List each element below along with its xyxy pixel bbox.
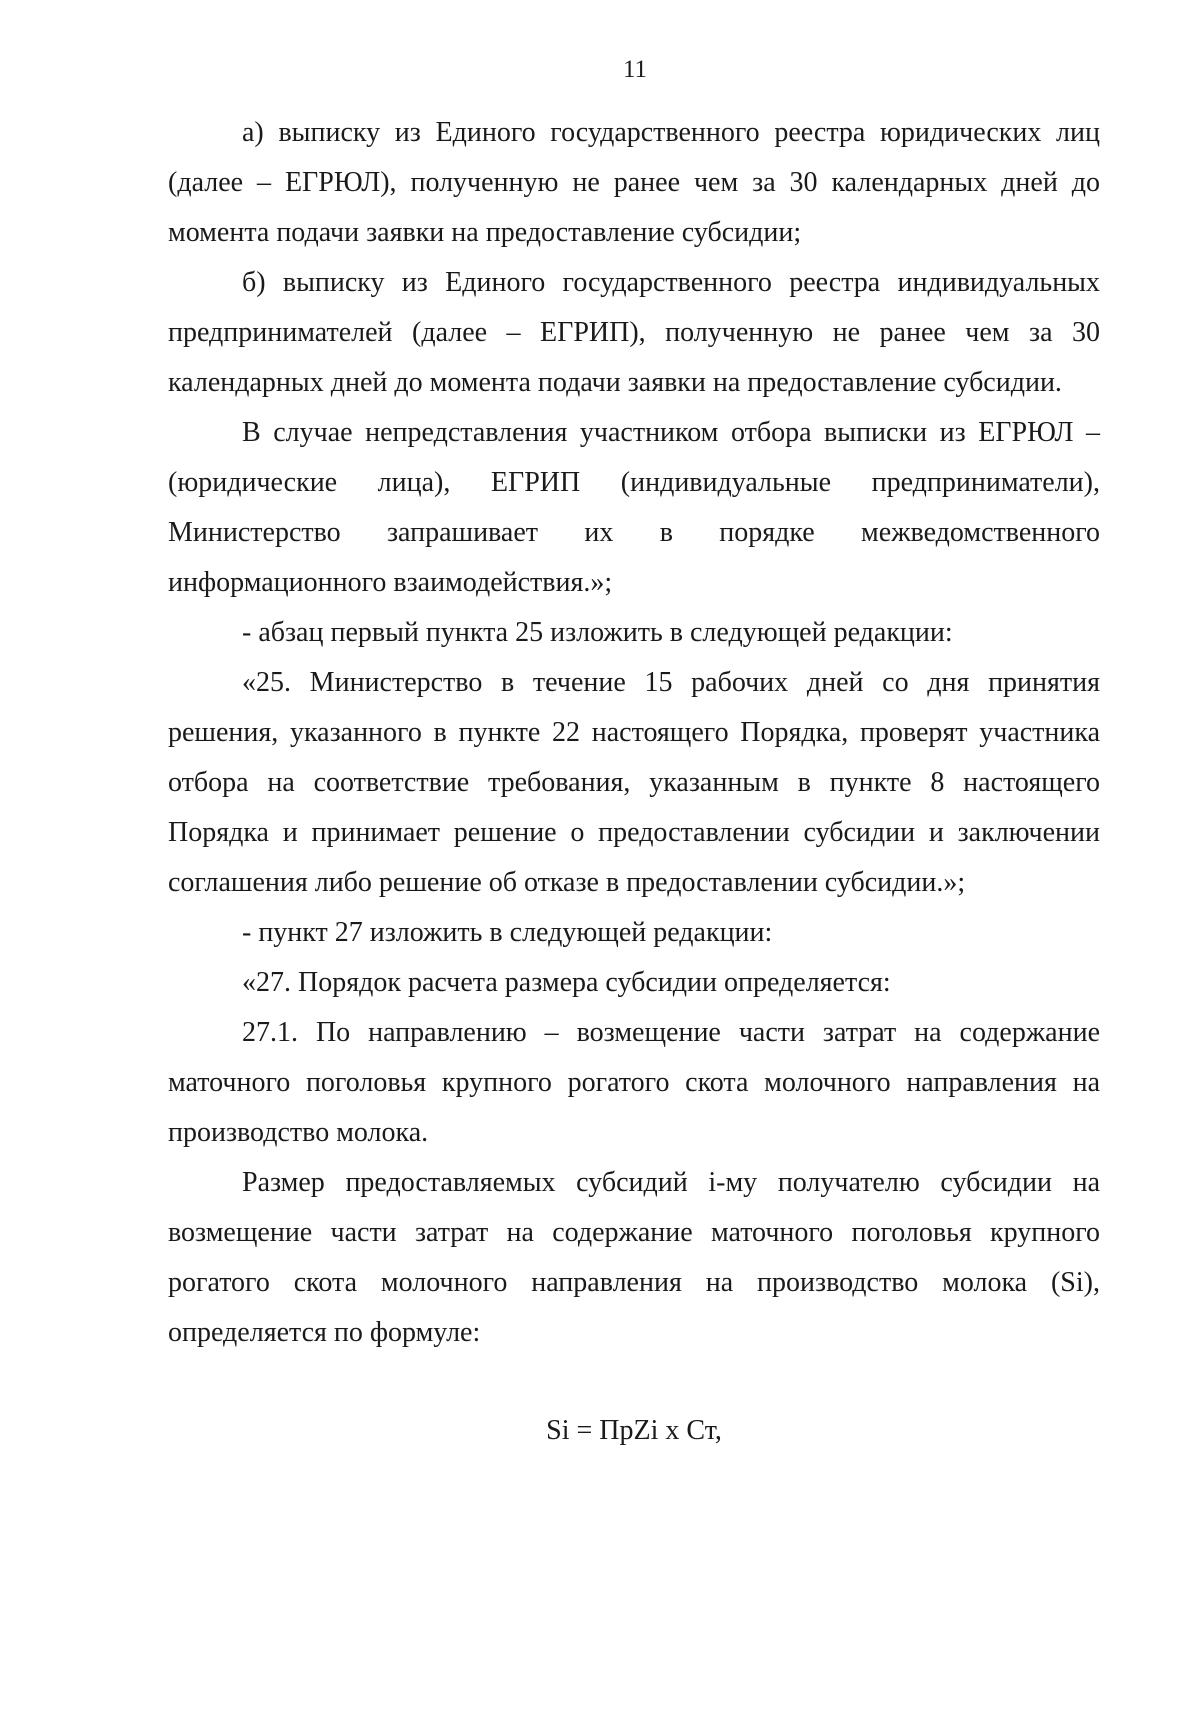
paragraph-item-27-heading: «27. Порядок расчета размера субсидии определяется: (242, 967, 891, 998)
paragraph-egrip-extract: б) выписку из Единого государственного реестра индивидуальных предпринимателей (далее – ЕГРИП), полученную не ранее чем за 30 календарных дней до момента подачи заявки на предоставление субсидии. (168, 267, 1100, 398)
subsidy-formula: Si = ПрZi х Ст, (546, 1415, 722, 1446)
paragraph-subsidy-size: Размер предоставляемых субсидий i-му получателю субсидии на возмещение части затрат на содержание маточного поголовья крупного рогатого скота молочного направления на производство молока (Si), определяется по формуле: (168, 1167, 1100, 1348)
paragraph-interagency-request: В случае непредставления участником отбора выписки из ЕГРЮЛ – (юридические лица), ЕГРИП (индивидуальные предприниматели), Министерство запрашивает их в порядке межведомственного информационного взаимодействия.»; (168, 417, 1100, 598)
page-number: 11 (622, 56, 648, 83)
paragraph-amend-item-25: - абзац первый пункта 25 изложить в следующей редакции: (242, 617, 953, 648)
paragraph-item-25-text: «25. Министерство в течение 15 рабочих дней со дня принятия решения, указанного в пункте 22 настоящего Порядка, проверят участника отбора на соответствие требования, указанным в пункте 8 настоящего Порядка и принимает решение о предоставлении субсидии и заключении соглашения либо решение об отказе в предоставлении субсидии.»; (168, 667, 1100, 898)
document-body (168, 108, 1100, 1456)
paragraph-amend-item-27: - пункт 27 изложить в следующей редакции: (242, 917, 773, 948)
paragraph-item-27-1: 27.1. По направлению – возмещение части затрат на содержание маточного поголовья крупного рогатого скота молочного направления на производство молока. (168, 1017, 1100, 1148)
paragraph-egrul-extract: а) выписку из Единого государственного реестра юридических лиц (далее – ЕГРЮЛ), полученную не ранее чем за 30 календарных дней до момента подачи заявки на предоставление субсидии; (168, 117, 1100, 248)
